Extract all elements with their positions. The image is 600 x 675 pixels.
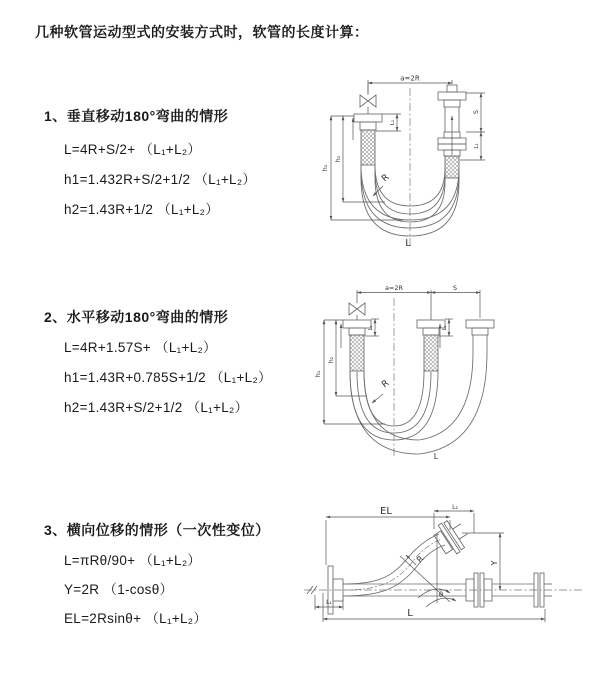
flange [417, 320, 445, 328]
section-1-heading: 1、垂直移动180°弯曲的情形 [44, 108, 229, 124]
radius-label: R [380, 172, 392, 185]
dim-el-label: EL [380, 506, 392, 517]
flange-hub [423, 328, 439, 335]
dim-h2-label: h₂ [334, 155, 342, 163]
dim-y-label: Y [490, 560, 499, 566]
flange [466, 320, 494, 328]
dim-h2-label: h₂ [327, 356, 335, 364]
formula-line: L=4R+1.57S+ （L₁+L₂） [64, 340, 217, 355]
radius-label: R [415, 554, 426, 565]
angle-arc [418, 589, 450, 598]
braided-hose-section [361, 130, 375, 165]
formula-line: EL=2Rsinθ+ （L₁+L₂） [64, 611, 208, 626]
flange-hub [360, 122, 376, 130]
length-label: L [433, 452, 439, 461]
flange-hub [444, 100, 460, 107]
dim-l1-label: L₁ [368, 325, 374, 331]
dim-h1-label: h₁ [314, 370, 322, 378]
right-pipe-assembly [466, 320, 494, 352]
dim-s-label: S [452, 284, 458, 292]
diagram-vertical-180-bend [313, 70, 548, 258]
dim-l2-label: L₂ [452, 504, 458, 511]
dim-l1-label: L₁ [474, 143, 480, 149]
pipe-stub [447, 85, 457, 92]
page-title: 几种软管运动型式的安装方式时，软管的长度计算： [35, 24, 369, 40]
dimension-lines [324, 290, 480, 424]
flange [444, 521, 465, 550]
hose-curves [350, 352, 487, 454]
length-label: L [405, 238, 411, 249]
flange [343, 320, 371, 328]
section-3-heading: 3、横向位移的情形（一次性变位） [44, 522, 270, 538]
formula-line: h2=1.43R+S/2+1/2 （L₁+L₂） [64, 400, 249, 415]
length-label: L [407, 608, 413, 619]
dim-a2r-label: a=2R [400, 74, 420, 83]
left-pipe-assembly [343, 294, 371, 371]
formula-line: h1=1.43R+0.785S+1/2 （L₁+L₂） [64, 370, 272, 385]
dim-s-label: S [472, 109, 480, 115]
flange [438, 523, 460, 554]
diagram-horizontal-180-bend [297, 282, 562, 464]
middle-pipe-assembly [417, 300, 445, 371]
dim-l1-label: L₁ [390, 119, 396, 126]
flange-hub [349, 328, 365, 335]
dim-a2r-label: a=2R [384, 284, 404, 292]
formula-line: L=4R+S/2+ （L₁+L₂） [64, 142, 202, 157]
flange-hub [472, 328, 488, 335]
left-pipe-assembly [354, 84, 382, 165]
valve-icon [360, 95, 376, 107]
angle-arc [426, 598, 456, 607]
dim-l1-label: L₁ [442, 325, 448, 331]
radius-arrow [372, 394, 383, 403]
diagram-lateral-displacement [298, 503, 590, 645]
valve-icon [349, 303, 365, 315]
dimension-lines [315, 511, 545, 622]
section-2-heading: 2、水平移动180°弯曲的情形 [44, 309, 229, 325]
angle-label: θ [438, 591, 444, 599]
braided-hose-section [424, 335, 438, 371]
radius-label: R [380, 378, 392, 391]
flange [354, 114, 382, 122]
braided-hose-section [445, 156, 459, 178]
formula-line: Y=2R （1-cosθ） [64, 582, 174, 597]
dim-l1-label: L₁ [326, 599, 332, 606]
flange [438, 92, 466, 100]
formula-line: L=πRθ/90+ （L₁+L₂） [64, 553, 202, 568]
radius-arrow [373, 186, 383, 196]
dim-h1-label: h₁ [321, 164, 329, 172]
formula-line: h1=1.432R+S/2+1/2 （L₁+L₂） [64, 172, 257, 187]
formula-line: h2=1.43R+1/2 （L₁+L₂） [64, 202, 220, 217]
braided-hose-section [350, 335, 364, 371]
